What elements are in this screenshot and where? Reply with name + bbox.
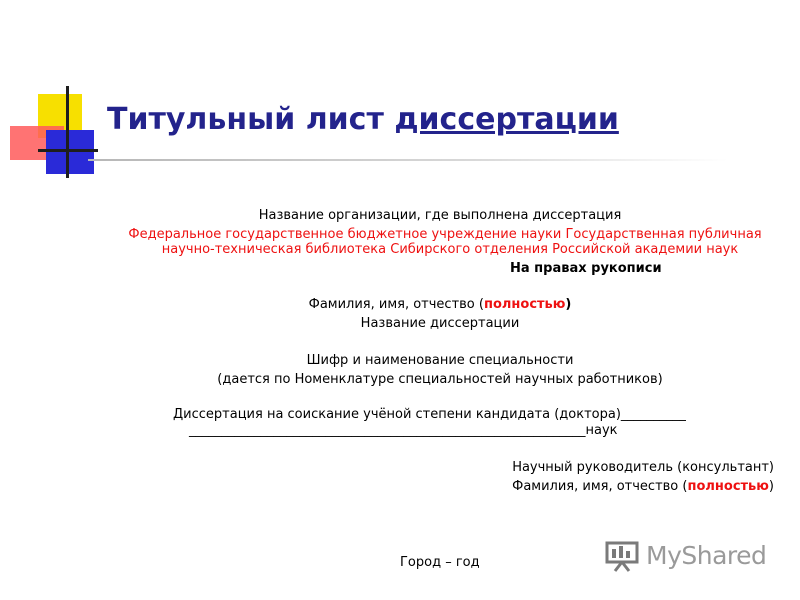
dissertation-title: Название диссертации [360, 316, 520, 331]
supervisor-fio [512, 479, 774, 495]
supervisor-fio-prefix: Фамилия, имя, отчество ( [512, 479, 688, 494]
city-year: Город – год [400, 555, 480, 570]
myshared-logo[interactable] [604, 538, 767, 574]
org-name-line1: Федеральное государственное бюджетное учреждение науки Государственная публичная [128, 227, 762, 242]
supervisor-fio-suffix: ) [768, 479, 774, 494]
author-fio [0, 297, 800, 313]
org-name-line2: научно-техническая библиотека Сибирского отделения Российской академии наук [161, 242, 739, 257]
slide-title-text: Титульный лист [107, 102, 395, 137]
decor-blue-square [46, 130, 94, 174]
decor-vertical-bar [66, 86, 69, 178]
degree-line2: _____________________________________________________________наук [189, 423, 618, 438]
org-label: Название организации, где выполнена диссертация [258, 208, 622, 223]
author-fio-suffix: ) [565, 297, 572, 312]
author-fio-highlight: полностью [483, 297, 566, 312]
title-underline-rule [88, 159, 728, 161]
presentation-icon [604, 540, 640, 572]
logo-text: MyShared [646, 541, 767, 570]
supervisor-fio-highlight: полностью [687, 479, 769, 494]
manuscript-note: На правах рукописи [510, 261, 662, 276]
author-fio-prefix: Фамилия, имя, отчество ( [308, 297, 484, 312]
supervisor-label: Научный руководитель (консультант) [512, 460, 774, 475]
dissertation-link[interactable]: диссертации [394, 102, 619, 137]
slide-title [107, 102, 619, 137]
degree-line1: Диссертация на соискание учёной степени кандидата (доктора)__________ [173, 407, 686, 422]
decor-horizontal-bar [38, 149, 98, 152]
specialty-code: Шифр и наименование специальности [306, 353, 574, 368]
nomenclature-note: (дается по Номенклатуре специальностей научных работников) [217, 372, 663, 387]
